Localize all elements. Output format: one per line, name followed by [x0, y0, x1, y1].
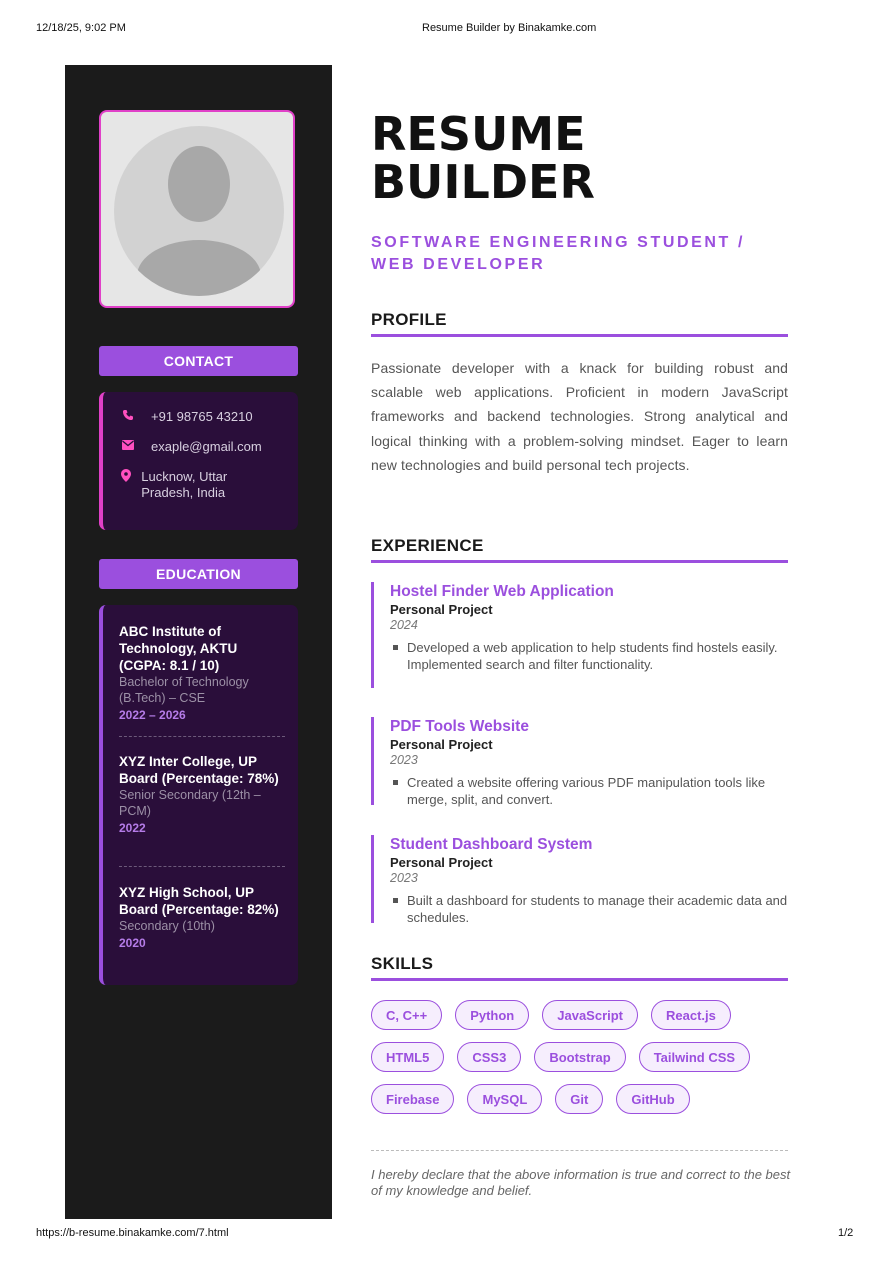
declaration-divider	[371, 1150, 788, 1151]
experience-item	[371, 835, 788, 923]
experience-item	[371, 582, 788, 688]
experience-bullet: Developed a web application to help students find hostels easily. Implemented search and filter functionality.	[390, 639, 788, 673]
experience-title: Student Dashboard System	[390, 836, 593, 853]
experience-role: Personal Project	[390, 737, 493, 752]
education-divider	[119, 736, 285, 737]
experience-year: 2024	[390, 618, 418, 632]
experience-item	[371, 717, 788, 805]
skills-heading: SKILLS	[371, 954, 788, 981]
skill-chip: React.js	[651, 1000, 731, 1030]
phone-icon	[119, 409, 137, 424]
skill-chip: JavaScript	[542, 1000, 638, 1030]
experience-bullet: Created a website offering various PDF manipulation tools like merge, split, and convert.	[390, 774, 788, 808]
skill-chip: GitHub	[616, 1084, 689, 1114]
contact-phone[interactable]: +91 98765 43210	[119, 409, 253, 425]
experience-role: Personal Project	[390, 855, 493, 870]
profile-photo	[99, 110, 295, 308]
skill-chip: Firebase	[371, 1084, 454, 1114]
contact-location: Lucknow, Uttar Pradesh, India	[119, 469, 269, 501]
profile-text: Passionate developer with a knack for building robust and scalable web applications. Proficient in modern JavaScript frameworks and backend technologies. Strong analytical and logical thinking with a problem-solving mindset. Eager to learn new technologies and build personal tech projects.	[371, 360, 788, 473]
print-datetime: 12/18/25, 9:02 PM	[36, 22, 126, 34]
contact-heading: CONTACT	[99, 346, 298, 376]
skill-chip: Bootstrap	[534, 1042, 625, 1072]
avatar-placeholder-icon	[114, 126, 284, 296]
contact-card	[99, 392, 298, 530]
skills-list	[371, 1000, 791, 1126]
print-page-number: 1/2	[838, 1227, 854, 1239]
skill-chip: Python	[455, 1000, 529, 1030]
skill-chip: MySQL	[467, 1084, 542, 1114]
experience-role: Personal Project	[390, 602, 493, 617]
education-card	[99, 605, 298, 985]
print-url: https://b-resume.binakamke.com/7.html	[36, 1227, 229, 1239]
education-heading: EDUCATION	[99, 559, 298, 589]
job-subtitle: SOFTWARE ENGINEERING STUDENT / WEB DEVELOPER	[371, 234, 746, 273]
print-title: Resume Builder by Binakamke.com	[422, 22, 597, 34]
skill-chip: Tailwind CSS	[639, 1042, 750, 1072]
experience-bullet: Built a dashboard for students to manage their academic data and schedules.	[390, 892, 788, 926]
skill-chip: Git	[555, 1084, 603, 1114]
skill-chip: HTML5	[371, 1042, 444, 1072]
experience-year: 2023	[390, 871, 418, 885]
education-item: ABC Institute of Technology, AKTU (CGPA: 8.1 / 10) Bachelor of Technology (B.Tech) – CSE 2022 – 2026	[119, 624, 249, 722]
declaration-text: I hereby declare that the above information is true and correct to the best of my knowledge and belief.	[371, 1167, 791, 1198]
experience-title: Hostel Finder Web Application	[390, 583, 614, 600]
skill-chip: C, C++	[371, 1000, 442, 1030]
education-item: XYZ Inter College, UP Board (Percentage: 78%) Senior Secondary (12th – PCM) 2022	[119, 754, 279, 835]
education-divider	[119, 866, 285, 867]
location-pin-icon	[119, 469, 132, 485]
envelope-icon	[119, 439, 137, 453]
experience-year: 2023	[390, 753, 418, 767]
profile-heading: PROFILE	[371, 310, 788, 337]
skill-chip: CSS3	[457, 1042, 521, 1072]
education-item: XYZ High School, UP Board (Percentage: 82%) Secondary (10th) 2020	[119, 885, 279, 950]
sidebar	[65, 65, 332, 1219]
experience-heading: EXPERIENCE	[371, 536, 788, 563]
experience-title: PDF Tools Website	[390, 718, 529, 735]
contact-email[interactable]: exaple@gmail.com	[119, 439, 262, 455]
resume-name: RESUME BUILDER	[371, 107, 595, 209]
